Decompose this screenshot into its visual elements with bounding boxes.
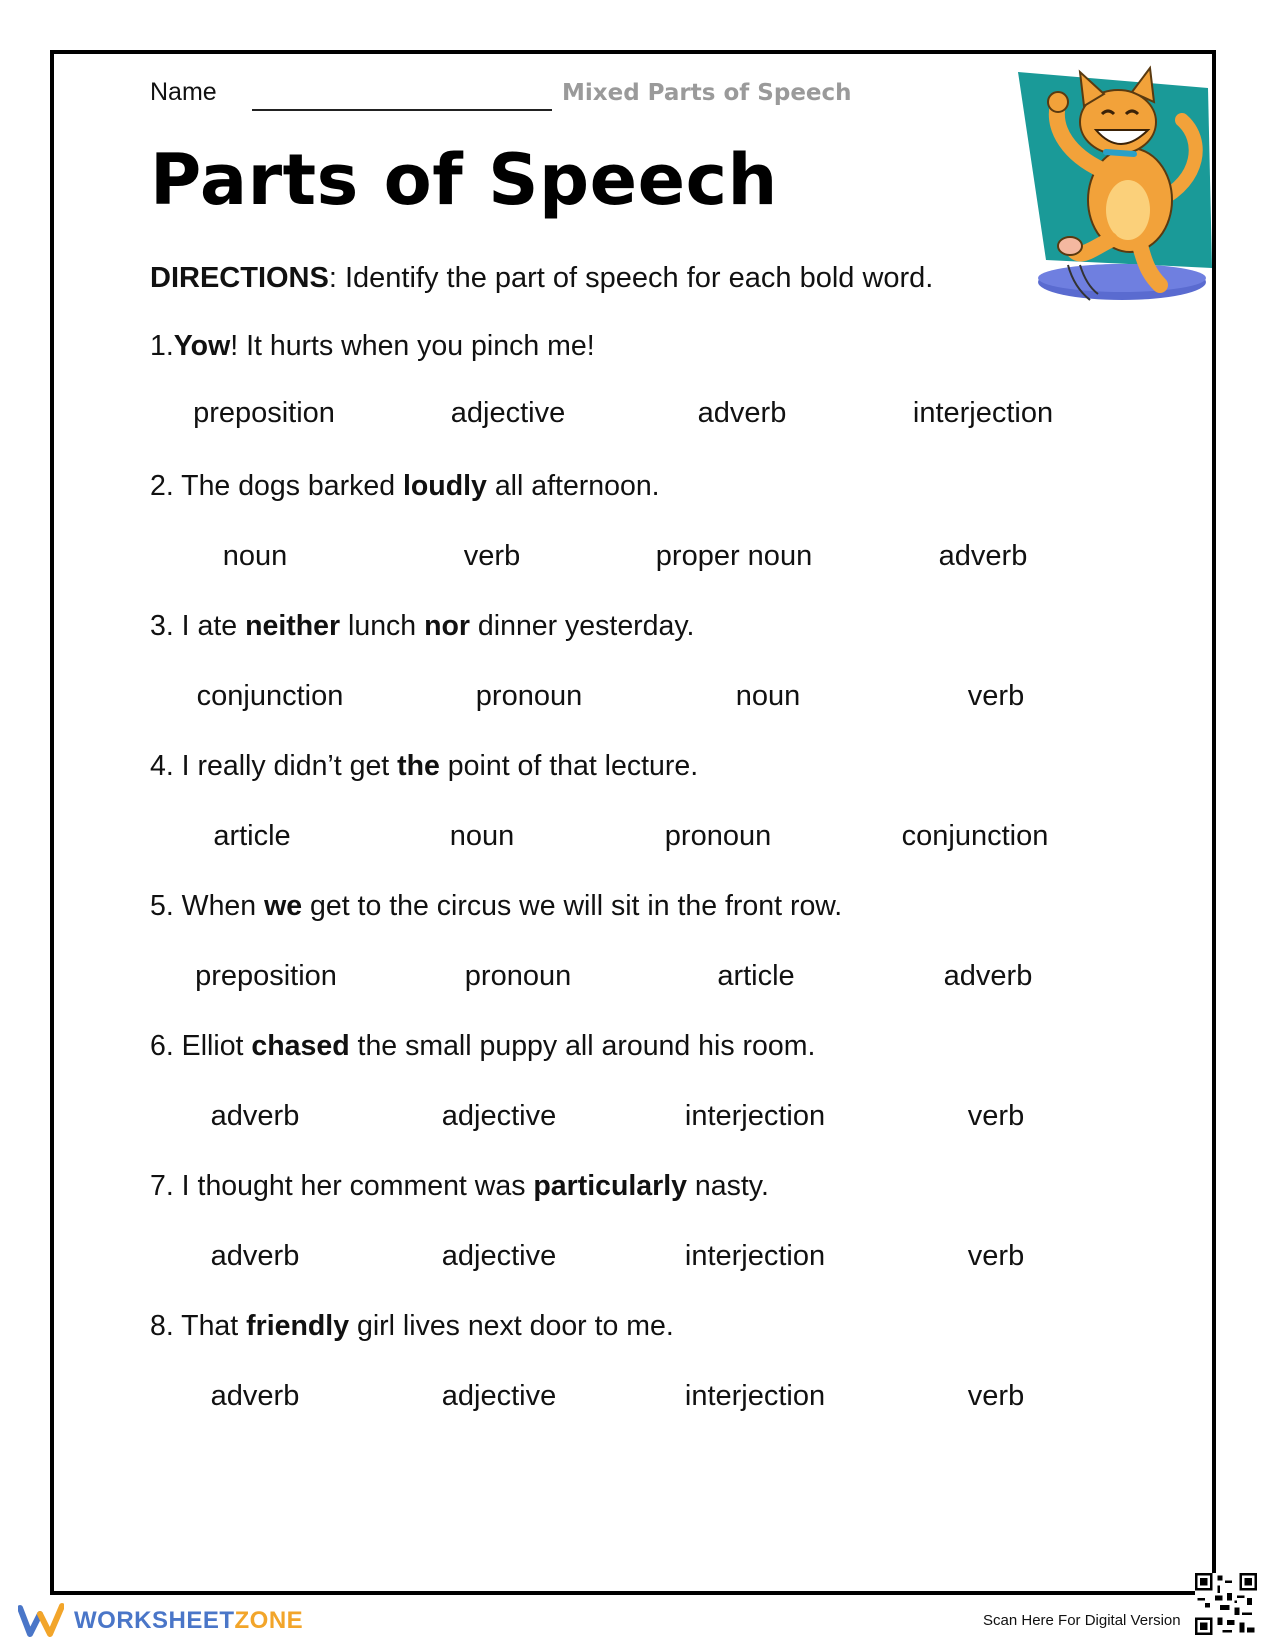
- question-6: 6. Elliot chased the small puppy all around his room.: [150, 1030, 816, 1062]
- option[interactable]: conjunction: [901, 820, 1049, 852]
- option[interactable]: interjection: [912, 397, 1054, 429]
- option[interactable]: preposition: [193, 397, 335, 429]
- option[interactable]: conjunction: [196, 680, 344, 712]
- option[interactable]: verb: [967, 680, 1025, 712]
- option[interactable]: preposition: [195, 960, 337, 992]
- option[interactable]: adjective: [441, 1240, 557, 1272]
- option[interactable]: interjection: [684, 1100, 826, 1132]
- question-7: 7. I thought her comment was particularly nasty.: [150, 1170, 769, 1202]
- name-line[interactable]: [252, 109, 552, 111]
- option[interactable]: article: [717, 960, 795, 992]
- qr-code-icon[interactable]: [1195, 1573, 1257, 1635]
- w-logo-icon: [18, 1602, 64, 1640]
- option[interactable]: proper noun: [655, 540, 813, 572]
- bold-word: friendly: [246, 1310, 350, 1342]
- option[interactable]: adverb: [210, 1100, 300, 1132]
- option[interactable]: pronoun: [475, 680, 583, 712]
- option[interactable]: adverb: [697, 397, 787, 429]
- option[interactable]: pronoun: [464, 960, 572, 992]
- bold-word: chased: [251, 1030, 350, 1062]
- bold-word: the: [397, 750, 440, 782]
- brand-name: WORKSHEETZONE: [74, 1607, 304, 1634]
- page-title: Parts of Speech: [150, 139, 778, 221]
- option[interactable]: interjection: [684, 1380, 826, 1412]
- bold-word: loudly: [402, 470, 487, 502]
- bold-word: we: [264, 890, 303, 922]
- question-3: 3. I ate neither lunch nor dinner yesterday.: [150, 610, 695, 642]
- option[interactable]: noun: [222, 540, 288, 572]
- bold-word: Yow: [173, 330, 231, 362]
- option[interactable]: adjective: [450, 397, 566, 429]
- question-8: 8. That friendly girl lives next door to me.: [150, 1310, 674, 1342]
- option[interactable]: article: [213, 820, 291, 852]
- option[interactable]: interjection: [684, 1240, 826, 1272]
- option[interactable]: pronoun: [664, 820, 772, 852]
- option[interactable]: verb: [967, 1100, 1025, 1132]
- directions: [150, 262, 933, 295]
- directions-label: DIRECTIONS: [150, 262, 329, 294]
- option[interactable]: adverb: [943, 960, 1033, 992]
- brand-logo[interactable]: [18, 1600, 303, 1642]
- bold-word: particularly: [533, 1170, 688, 1202]
- option[interactable]: adverb: [938, 540, 1028, 572]
- option[interactable]: verb: [463, 540, 521, 572]
- option[interactable]: adjective: [441, 1380, 557, 1412]
- question-4: 4. I really didn’t get the point of that lecture.: [150, 750, 699, 782]
- question-1: 1.Yow! It hurts when you pinch me!: [150, 330, 595, 362]
- option[interactable]: verb: [967, 1240, 1025, 1272]
- question-2: 2. The dogs barked loudly all afternoon.: [150, 470, 660, 502]
- question-5: 5. When we get to the circus we will sit in the front row.: [150, 890, 843, 922]
- scan-text: Scan Here For Digital Version: [983, 1612, 1181, 1629]
- option[interactable]: adverb: [210, 1380, 300, 1412]
- option[interactable]: adverb: [210, 1240, 300, 1272]
- option[interactable]: adjective: [441, 1100, 557, 1132]
- option[interactable]: noun: [735, 680, 801, 712]
- option[interactable]: verb: [967, 1380, 1025, 1412]
- worksheet-subtitle: Mixed Parts of Speech: [562, 80, 852, 106]
- option[interactable]: noun: [449, 820, 515, 852]
- bold-word: neither: [245, 610, 341, 642]
- bold-word: nor: [424, 610, 470, 642]
- cat-illustration: [1010, 60, 1215, 315]
- name-label: Name: [150, 78, 217, 106]
- directions-text: : Identify the part of speech for each bold word.: [328, 262, 934, 294]
